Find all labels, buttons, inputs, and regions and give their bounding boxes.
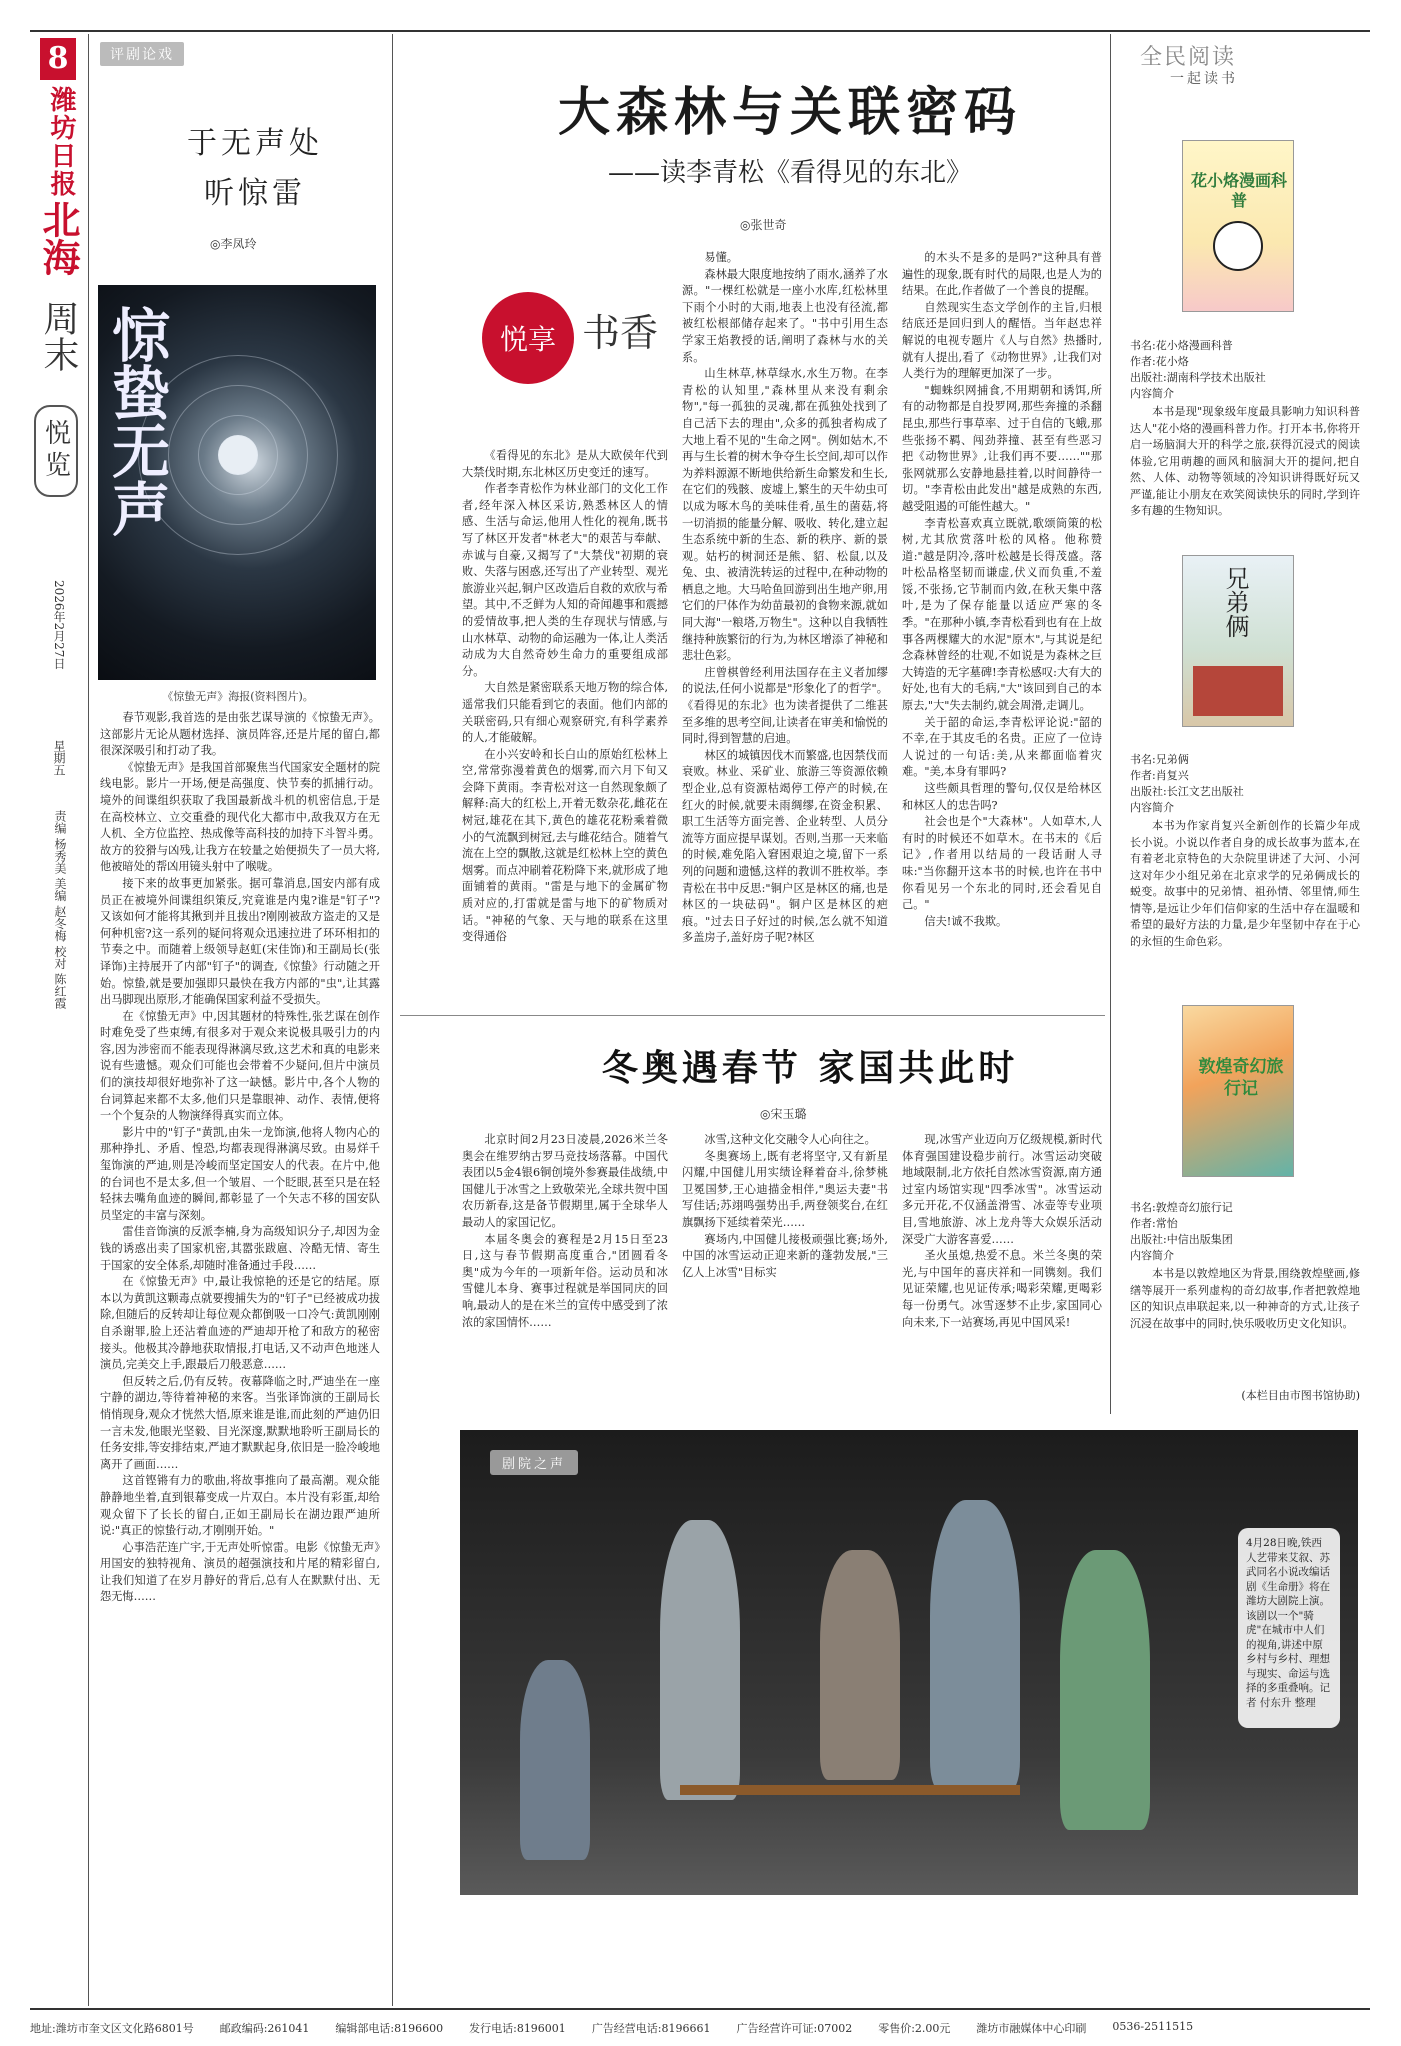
- supplement-name: 北海: [36, 200, 81, 276]
- winter-column-2: [682, 1132, 888, 1412]
- paragraph: 信夫!诚不我欺。: [924, 914, 1008, 928]
- book-1-publisher: 出版社:湖南科学技术出版社: [1130, 371, 1266, 384]
- paragraph: 这些颇具哲理的警句,仅仅是给林区和林区人的忠告吗?: [902, 782, 1102, 812]
- paragraph: 易懂。: [704, 251, 738, 264]
- paragraph: 在《惊蛰无声》中,因其题材的特殊性,张艺谋在创作时难免受了些束缚,有很多对于观众来说极具吸引力的内容,因为涉密而不能表现得淋漓尽致,这艺术和真的电影来说有些遗憾。观众们可能也会带着不少疑问,但片中演员们的演技却很好地弥补了这一缺憾。影片中,各个人物的台词算起来都不太多,他们只是靠眼神、动作、表情,便将一个个复杂的人物演绎得真实而立体。: [100, 1009, 380, 1123]
- feature-column-1: [462, 448, 668, 1004]
- footer-item: 邮政编码:261041: [219, 2022, 310, 2035]
- reading-banner-sub: 一起读书: [1170, 71, 1238, 87]
- footer-item: 广告经营电话:8196661: [591, 2022, 711, 2035]
- commentary-body: [100, 710, 380, 2000]
- top-rule: [30, 30, 1370, 32]
- paragraph: 庄曾棋曾经利用法国存在主义者加缪的说法,任何小说都是"形象化了的哲学"。《看得见的东北》也为读者提供了二维甚至多维的思考空间,让读者在审美和愉悦的同时,得到智慧的启迪。: [682, 665, 888, 746]
- paragraph: 春节观影,我首选的是由张艺谋导演的《惊蛰无声》。这部影片无论从题材选择、演员阵容,还是片尾的留白,都很深深吸引和打动了我。: [100, 711, 380, 758]
- movie-poster-image: [98, 285, 376, 680]
- actor-figure: [820, 1550, 900, 1780]
- actor-figure: [660, 1520, 740, 1800]
- book-2-info: [1130, 752, 1360, 816]
- seal-text: 书香: [582, 311, 659, 355]
- feature-byline: ◎张世奇: [740, 218, 787, 232]
- book-1-author: 作者:花小烙: [1130, 355, 1189, 368]
- winter-column-3: [902, 1132, 1102, 1412]
- book-cover-3: [1182, 1005, 1294, 1177]
- book-2-publisher: 出版社:长江文艺出版社: [1130, 785, 1244, 798]
- book-3-author: 作者:常怡: [1130, 1217, 1178, 1230]
- footer-item: 0536-2511515: [1112, 2020, 1194, 2033]
- book-1-title: 书名:花小烙漫画科普: [1130, 339, 1233, 352]
- stage-table: [680, 1785, 1020, 1795]
- book-cover-2-title: 兄弟俩: [1221, 566, 1249, 638]
- footer-item: 零售价:2.00元: [878, 2022, 951, 2035]
- feature-column-3: [902, 250, 1102, 1004]
- book-1-info: [1130, 338, 1360, 402]
- reading-seal: [462, 282, 672, 432]
- supplement-subtitle: 周末: [38, 300, 79, 372]
- paragraph: 关于韶的命运,李青松评论说:"韶的不幸,在于其皮毛的名贵。正应了一位诗人说过的一句话:美,从来都面临着灾难。"美,本身有罪吗?: [902, 715, 1102, 779]
- paragraph: 本届冬奥会的赛程是2月15日至23日,这与春节假期高度重合,"团圆看冬奥"成为今年的一项新年俗。运动员和冰雪健儿本身、赛事过程就是举国同庆的回响,最动人的是在米兰的宣传中感受到了浓浓的家国情怀……: [462, 1232, 668, 1329]
- paragraph: 在《惊蛰无声》中,最让我惊艳的还是它的结尾。原本以为黄凯这颗毒点就要搜捕失为的"钉子"已经被成功拔除,但随后的反转却让每位观众都倒吸一口冷气:黄凯刚刚自杀谢罪,脸上还沾着血迹的严迪却开枪了和敌方的秘密接头。他极其冷静地获取情报,打电话,又不动声色地迷人演员,完美交上手,跟最后刀般恶意……: [100, 1275, 380, 1372]
- poster-calligraphy: 惊蛰无声: [102, 305, 170, 537]
- paragraph: 圣火虽熄,热爱不息。米兰冬奥的荣光,与中国年的喜庆祥和一同镌刻。我们见证荣耀,也见证传承;喝彩荣耀,更喝彩每一份勇气。冰雪逐梦不止步,家国同心向未来,下一站赛场,再见中国风采!: [902, 1249, 1102, 1329]
- book-2-title: 书名:兄弟俩: [1130, 753, 1189, 766]
- paragraph: 冬奥赛场上,既有老将坚守,又有新星闪耀,中国健儿用实绩诠释着奋斗,徐梦桃卫冕国梦,王心迪描金相伴,"奥运夫妻"书写佳话;苏翊鸣强势出手,两登领奖台,在红旗飘扬下延续着荣光……: [682, 1149, 888, 1229]
- paragraph: 作者李青松作为林业部门的文化工作者,经年深入林区采访,熟悉林区人的情感、生活与命运,他用人性化的视角,既书写了林区开发者"林老大"的艰苦与奉献、赤诚与自豪,又揭写了"大禁伐"初期的衰败、失落与困惑,还写出了产业转型、观光旅游业兴起,铜户区改造后自救的欢欣与希望。其中,不乏鲜为人知的奇闻趣事和震撼的爱情故事,把人类的生存现状与情感,与山水林草、动物的命运融为一体,让人类活动成为大自然奇妙生命力的重要组成部分。: [462, 482, 668, 678]
- reading-credit: (本栏目由市图书馆协助): [1241, 1389, 1360, 1402]
- paper-name: 潍坊日报: [46, 86, 76, 198]
- paragraph: 社会也是个"大森林"。人如草木,人有时的时候还不如草木。在书末的《后记》,作者用以结局的一段话耐人寻味:"当你翻开这本书的时候,也许在书中你看见另一个东北的同时,还会看见自己。": [902, 815, 1102, 912]
- paragraph: 冰雪,这种文化交融令人心向往之。: [704, 1133, 876, 1146]
- book-cover-2-house: [1193, 666, 1283, 716]
- issue-date: 2026年2月27日: [52, 580, 66, 670]
- section-divider: [400, 1015, 1105, 1016]
- paragraph: 李青松喜欢真立既就,歌颂筒策的松树,尤其欣赏落叶松的风格。他称赞道:"越是阴冷,落叶松越是长得茂盛。落叶松品格坚韧而谦虚,伏义而负重,不羞馁,不张扬,它节制而内敛,在秋天集中落叶,是为了保存能量以适应严寒的冬季。"在那种小镇,李青松看到也有在上故事各两棵耀大的水泥"原木",与其说是纪念森林曾经的壮观,不如说是为森林之巨大铸造的无字墓碑!李青松感叹:大有大的好处,也有大的毛病,"大"该回到自己的本原去,"大"失去制约,就会周滑,走调儿。: [902, 516, 1102, 713]
- issue-weekday: 星期五: [52, 740, 66, 776]
- paragraph: 影片中的"钉子"黄凯,由朱一龙饰演,他将人物内心的那种挣扎、矛盾、惶恐,均都表现得淋漓尽致。由易烊千玺饰演的严迪,则是冷峻而坚定国安人的代表。在片中,他的台词也不是太多,但一个皱眉、一个眨眼,甚至只是在轻轻抹去嘴角血迹的瞬间,都彰显了一个矢志不移的国安队员坚定的丰富与深刻。: [100, 1125, 380, 1222]
- book-cover-3-title: 敦煌奇幻旅行记: [1198, 1057, 1284, 1099]
- paragraph: 现,冰雪产业迈向万亿级规模,新时代体育强国建设稳步前行。冰雪运动突破地域限制,北方依托自然冰雪资源,南方通过室内场馆实现"四季冰雪"。冰雪运动多元开花,不仅涵盖滑雪、冰壶等专业项目,雪地旅游、冰上龙舟等大众娱乐活动深受广大游客喜爱……: [902, 1133, 1102, 1246]
- stage-caption: 4月28日晚,铁西人艺带来艾叙、苏武同名小说改编话剧《生命册》将在潍坊大剧院上演。该剧以一个"骑虎"在城市中人们的视角,讲述中原乡村与乡村、理想与现实、命运与选择的多重叠响。记者 付东升 整理: [1238, 1528, 1340, 1728]
- book-cover-2: [1182, 555, 1294, 727]
- winter-title: 冬奥遇春节 家国共此时: [601, 1047, 1019, 1089]
- column-divider-left: [392, 34, 393, 2006]
- editor-credits: 责编 杨秀美 美编 赵冬梅 校对 陈红霞: [53, 810, 67, 1010]
- paragraph: 林区的城镇因伐木而繁盛,也因禁伐而衰败。林业、采矿业、旅游三等资源依赖型企业,总有资源枯竭停工停产的时候,在红火的时候,就要未雨绸缪,在资金积累、职工生活等方面完善、企业转型、人员分流等方面应提早谋划。否则,当那一天来临的时候,难免陷入窘困艰迫之境,留下一系列的问题和遗憾,这样的教训不胜枚举。李青松在书中反思:"铜户区是林区的痛,也是林区的一块砝码"。铜户区是林区的疤痕。"过去日子好过的时候,怎么就不知道多盖房子,盖好房子呢?林区: [682, 748, 888, 945]
- feature-title: 大森林与关联密码: [557, 83, 1022, 143]
- paragraph: 接下来的故事更加紧张。据可靠消息,国安内部有成员正在被境外间谍组织策反,究竟谁是内鬼?谁是"钉子"?又该如何才能将其揪到并且拔出?刚刚被敌方盗走的又是何种机密?这一系列的疑问将观众迅速拉进了环环相扣的节奏之中。而随着上级领导赵虹(宋佳饰)和王副局长(张译饰)主持展开了内部"钉子"的调查,《惊蛰》行动随之开始。惊蛰,就是要加强即只最快在我方内部的"虫",让其露出马脚现出原形,才能确保国家利益不受损失。: [100, 876, 380, 1007]
- book-cover-1: [1182, 140, 1294, 312]
- actor-figure: [930, 1500, 1020, 1790]
- book-3-info: [1130, 1200, 1360, 1264]
- paragraph: 心事浩茫连广宇,于无声处听惊雷。电影《惊蛰无声》用国安的独特视角、演员的超强演技和片尾的精彩留白,让我们知道了在岁月静好的背后,总有人在默默付出、无怨无悔……: [100, 1540, 380, 1604]
- book-cover-1-title: 花小烙漫画科普: [1190, 171, 1287, 210]
- commentary-banner: [100, 40, 192, 68]
- footer-item: 发行电话:8196001: [469, 2022, 566, 2035]
- paragraph: 但反转之后,仍有反转。夜幕降临之时,严迪坐在一座宁静的湖边,等待着神秘的来客。当张译饰演的王副局长悄悄现身,观众才恍然大悟,原来谁是谁,而此刻的严迪仍旧一言未发,他眼光坚毅、目光深邃,默默地聆听王副局长的任务安排,等安排结束,严迪才默默起身,依旧是一脸冷峻地离开了画面……: [100, 1374, 380, 1471]
- paragraph: 山生林草,林草绿水,水生万物。在李青松的认知里,"森林里从来没有剩余物","每一孤独的灵魂,都在孤独处找到了自己活下去的理由",众多的孤独者构成了大地上看不见的"生命之网"。例如姑木,不再与生长着的树木争夺生长空间,却可以作为养料源源不断地供给新生命繁发和生长,在它们的残骸、废墟上,繁生的天牛幼虫可以成为啄木鸟的美味佳肴,虽生的菌菇,将一切消损的能量分解、吸收、转化,建立起生态系统中新的生态、新的秩序、新的景观。姑朽的树洞还是熊、貂、松鼠,以及兔、虫、被清洗转运的过程中,在种动物的栖息之地。大马哈鱼回游到出生地产卵,用它们的尸体作为幼苗最初的食物来源,就如同大海"一粮塔,万物生"。这种以自我牺牲继持种族繁衍的行为,为林区增添了神秘和悲壮色彩。: [682, 367, 888, 663]
- book-2-author: 作者:肖复兴: [1130, 769, 1189, 782]
- stage-banner: 剧院之声: [490, 1450, 578, 1475]
- commentary-byline: ◎李凤玲: [210, 237, 257, 251]
- poster-caption: 《惊蛰无声》海报(资料图片)。: [162, 690, 314, 703]
- section-label: 悦览: [40, 419, 71, 483]
- column-divider-right: [1110, 34, 1111, 1414]
- book-2-intro: 本书为作家肖复兴全新创作的长篇少年成长小说。小说以作者自身的成长故事为蓝本,在有着老北京特色的大杂院里讲述了大河、小河这对年少小组兄弟在北京求学的兄弟俩成长的蜕变。故事中的兄弟情、祖孙情、邻里情,师生情等,是远让少年们信仰家的生活中存在温暖和希望的最好方法的力量,是少年坚韧中存在于心的永恒的生命色彩。: [1130, 819, 1360, 948]
- seal-badge: 悦享: [482, 292, 574, 384]
- poster-light-center: [218, 435, 258, 475]
- footer-item: 广告经营许可证:07002: [736, 2022, 853, 2035]
- book-1-intro-label: 内容简介: [1130, 387, 1174, 400]
- paragraph: 北京时间2月23日凌晨,2026米兰冬奥会在维罗纳古罗马竞技场落幕。中国代表团以5金4银6铜创境外参赛最佳战绩,中国健儿于冰雪之上致敬荣光,全球共贺中国农历新春,这是备节假期里,属于全球华人最动人的家国记忆。: [462, 1133, 668, 1229]
- paragraph: 《看得见的东北》是从大欧侯年代到大禁伐时期,东北林区历史变迁的速写。: [462, 449, 668, 479]
- reading-banner: [1120, 40, 1360, 90]
- paragraph: 森林最大限度地按纳了雨水,涵养了水源。"一棵红松就是一座小水库,红松林里下雨个小时的大雨,地表上也没有径流,都被红松根部储存起来了。"书中引用生态学家王焰教授的话,阐明了森林与水的关系。: [682, 267, 888, 364]
- paragraph: 雷佳音饰演的反派李楠,身为高级知识分子,却因为金钱的诱惑出卖了国家机密,其嚣张跋扈、冷酷无情、寄生于国家的安全体系,却随时准备通过手段……: [100, 1225, 380, 1272]
- masthead-divider: [88, 34, 89, 2006]
- commentary-banner-label: 评剧论戏: [100, 42, 184, 66]
- actor-figure: [1060, 1550, 1150, 1830]
- bottom-rule: [30, 2008, 1370, 2010]
- book-1-intro: 本书是现"现象级年度最具影响力知识科普达人"花小烙的漫画科普力作。打开本书,你将开启一场脑洞大开的科学之旅,获得沉浸式的阅读体验,它用萌趣的画风和脑洞大开的提问,把自然、人体、动物等领域的冷知识讲得既好玩又严谨,能让小朋友在欢笑阅读快乐的同时,学到许多有趣的生物知识。: [1130, 405, 1360, 517]
- reading-banner-title: 全民阅读: [1140, 45, 1237, 70]
- actor-figure: [520, 1660, 590, 1860]
- page-number: 8: [40, 38, 76, 80]
- feature-column-2: [682, 250, 888, 1004]
- book-3-intro: 本书是以敦煌地区为背景,围绕敦煌壁画,修缮等展开一系列虚构的奇幻故事,作者把敦煌地区的知识点串联起来,以一种神奇的方式,让孩子沉浸在故事中的同时,快乐吸收历史文化知识。: [1130, 1267, 1360, 1330]
- footer-item: 编辑部电话:8196600: [335, 2022, 444, 2035]
- paragraph: 在小兴安岭和长白山的原始红松林上空,常常弥漫着黄色的烟雾,而六月下旬又会降下黄雨。李青松对这一自然现象颇了解释:高大的红松上,开着无数杂花,雌花在树冠,雄花在其下,黄色的雄花花粉乘着微小的气流飘到树冠,去与雌花结合。随着气流在上空的飘散,这就是红松林上空的黄色烟雾。而点冲刷着花粉降下来,就形成了地面铺着的黄雨。"雷是与地下的金属矿物质对应的,打雷就是雷与地下的矿物质对话。"神秘的气象、天与地的联系在这里变得通俗: [462, 747, 668, 944]
- paragraph: 自然现实生态文学创作的主旨,归根结底还是回归到人的醒悟。当年赵忠祥解说的电视专题片《人与自然》热播时,就有人提出,看了《动物世界》,让我们对人类行为的理解更加深了一步。: [902, 300, 1102, 381]
- commentary-title-line2: 听惊雷: [204, 176, 306, 211]
- book-3-intro-label: 内容简介: [1130, 1249, 1174, 1262]
- book-cover-1-character: [1213, 221, 1263, 271]
- footer-item: 地址:潍坊市奎文区文化路6801号: [30, 2022, 194, 2035]
- commentary-title-line1: 于无声处: [187, 126, 323, 161]
- paragraph: 赛场内,中国健儿接极顽强比赛;场外,中国的冰雪运动正迎来新的蓬勃发展,"三亿人上冰雪"目标实: [682, 1232, 888, 1279]
- paragraph: "蜘蛛织网捕食,不用期朝和诱饵,所有的动物都是自投罗网,那些奔撞的杀翻昆虫,那些行事草率、过于自信的飞蛾,那些张扬不羁、闯劲莽撞、甚至有些恶习把《动物世界》,让我们再不要……""那张网就那么安静地悬挂着,以时间静待一切。"李青松由此发出"越是成熟的东西,越受阻遏的可能性越大。": [902, 383, 1102, 513]
- book-3-publisher: 出版社:中信出版集团: [1130, 1233, 1233, 1246]
- paragraph: 的木头不是多的是吗?"这种具有普遍性的现象,既有时代的局限,也是人为的结果。在此,作者做了一个善良的提醒。: [902, 251, 1102, 298]
- winter-column-1: [462, 1132, 668, 1412]
- section-badge: [34, 405, 78, 497]
- footer: [30, 2020, 1370, 2036]
- paragraph: 大自然是紧密联系天地万物的综合体,遥常我们只能看到它的表面。他们内部的关联密码,只有细心观察研究,有科学素养的人,才能破解。: [462, 681, 668, 745]
- stage-photo: [460, 1430, 1358, 1895]
- footer-item: 潍坊市融媒体中心印刷: [976, 2022, 1087, 2035]
- feature-subtitle: ——读李青松《看得见的东北》: [607, 158, 972, 188]
- book-3-title: 书名:敦煌奇幻旅行记: [1130, 1201, 1233, 1214]
- paragraph: 这首铿锵有力的歌曲,将故事推向了最高潮。观众能静静地坐着,直到银幕变成一片双白。本片没有彩蛋,却给观众留下了长长的留白,正如王副局长在湖边跟严迪所说:"真正的惊蛰行动,才刚刚开始。": [100, 1474, 380, 1538]
- book-2-intro-label: 内容简介: [1130, 801, 1174, 814]
- winter-byline: ◎宋玉璐: [760, 1107, 807, 1121]
- paragraph: 《惊蛰无声》是我国首部聚焦当代国家安全题材的院线电影。影片一开场,便是高强度、快节奏的抓捕行动。境外的间谍组织获取了我国最新战斗机的机密信息,于是在高校林立、立交重叠的现代化大都市中,敌我双方在无人机、全方位监控、热成像等高科技的加持下斗智斗勇。故方的狡猾与凶残,让我方在较量之始便损失了一员大将,他被暗处的帮凶用镜头射中了喉咙。: [100, 760, 380, 874]
